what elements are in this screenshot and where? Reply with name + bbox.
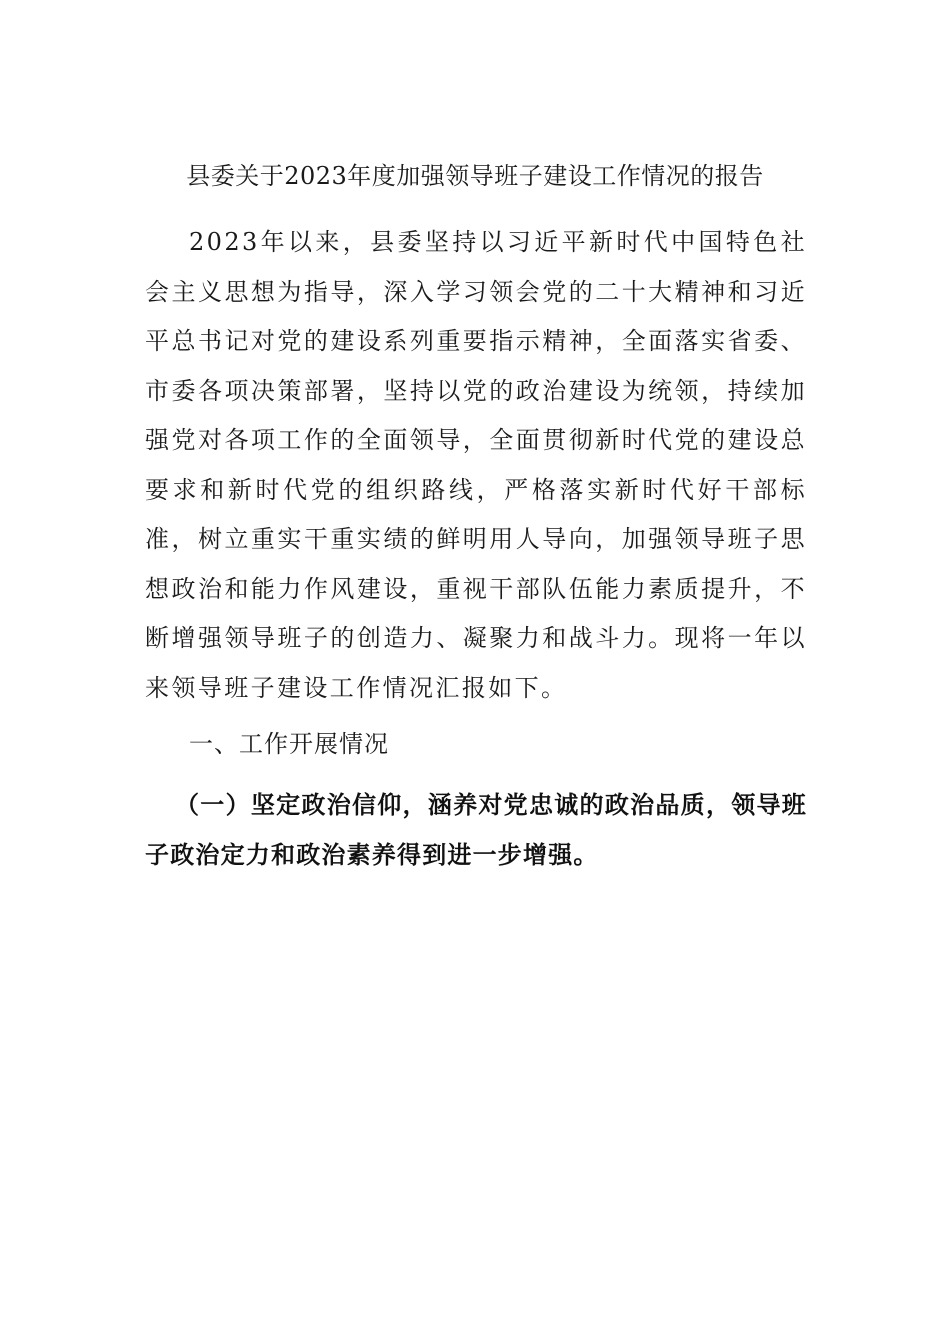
document-title: 县委关于2023年度加强领导班子建设工作情况的报告 bbox=[186, 162, 764, 190]
section-heading: 一、工作开展情况 bbox=[189, 730, 389, 758]
intro-paragraph: 2023年以来，县委坚持以习近平新时代中国特色社会主义思想为指导，深入学习领会党的二十大精神和习近平总书记对党的建设系列重要指示精神，全面落实省委、市委各项决策部署，坚持以党的政治建设为统领，持续加强党对各项工作的全面领导，全面贯彻新时代党的建设总要求和新时代党的组织路线，严格落实新时代好干部标准，树立重实干重实绩的鲜明用人导向，加强领导班子思想政治和能力作风建设，重视干部队伍能力素质提升，不断增强领导班子的创造力、凝聚力和战斗力。现将一年以来领导班子建设工作情况汇报如下。 bbox=[145, 228, 807, 702]
subsection-heading: （一）坚定政治信仰，涵养对党忠诚的政治品质，领导班子政治定力和政治素养得到进一步增强。 bbox=[145, 790, 807, 869]
